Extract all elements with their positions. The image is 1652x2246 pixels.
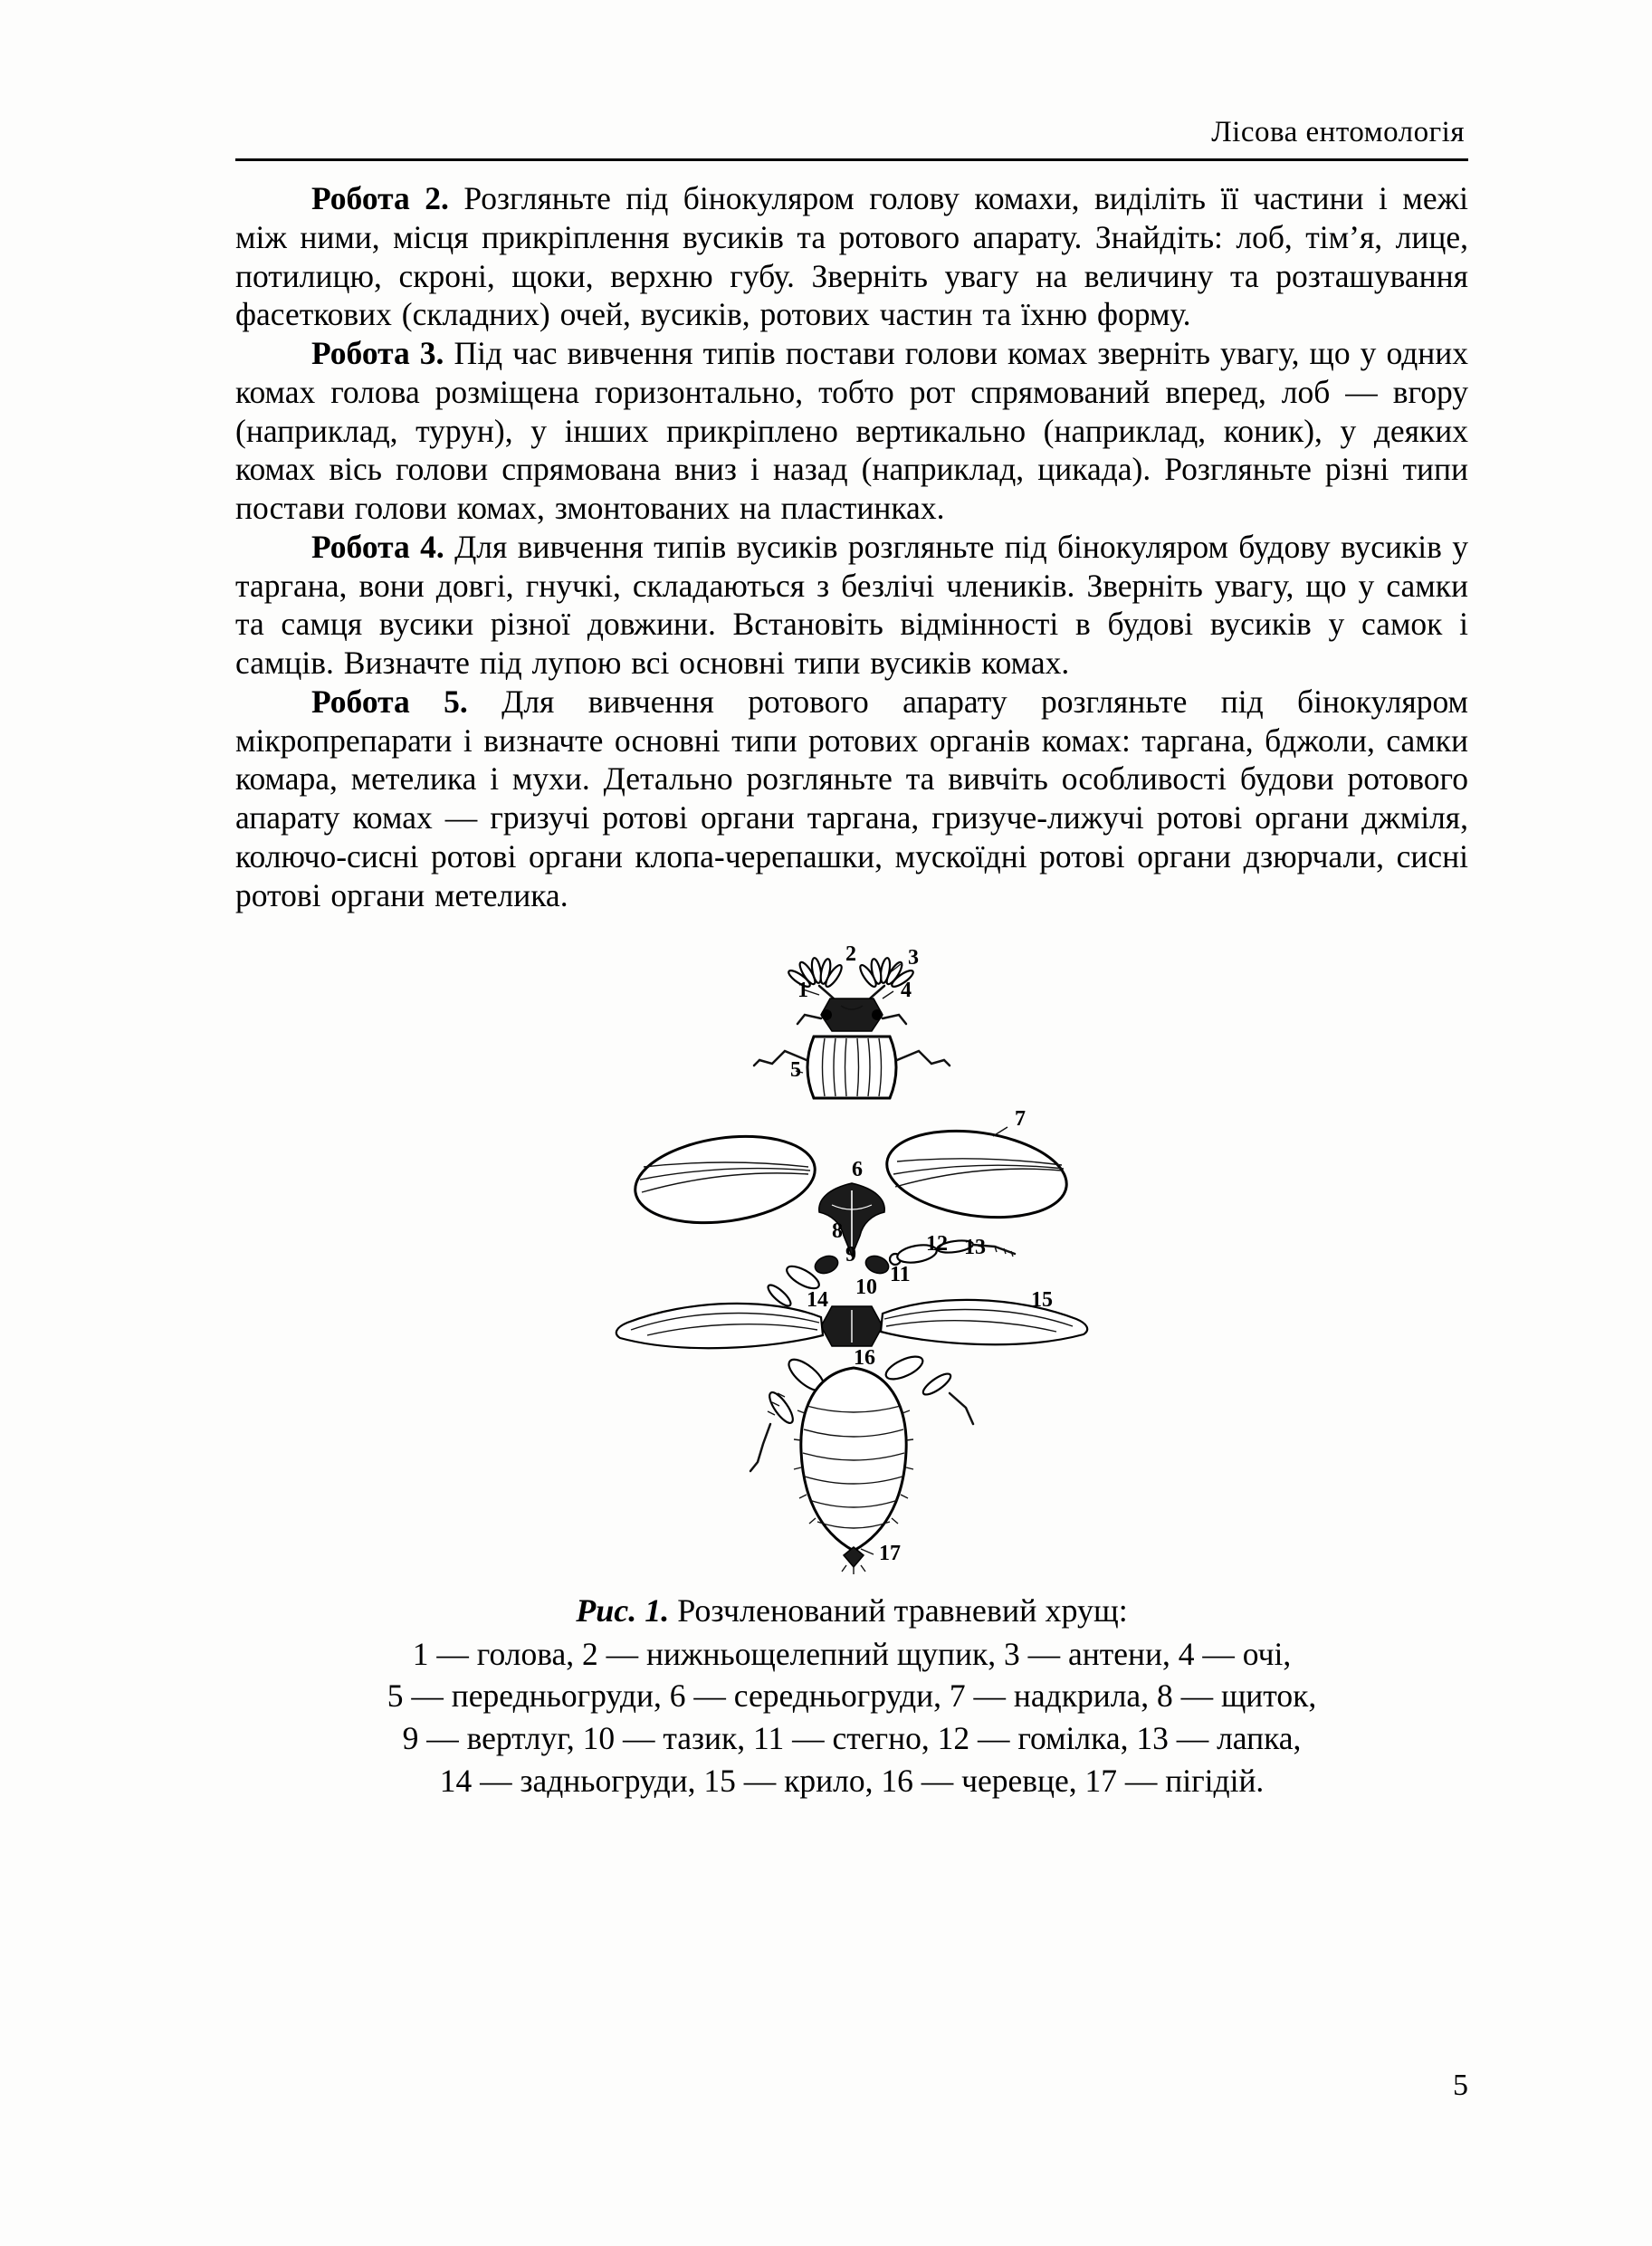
figure-part-number: 9 bbox=[845, 1242, 856, 1266]
figure-1 bbox=[235, 942, 1468, 1802]
figure-part-number: 15 bbox=[1031, 1287, 1053, 1312]
paragraph-text: Для вивчення типів вусиків розгляньте під бінокуляром будову вусиків у таргана, вони довгі, гнучкі, складаються з безлічі члеників. Зверніть увагу, що у самки та самця вусики різної довжини. Встановіть відмінності в будові вусиків у самок і самців. Визначте під лупою всі основні типи вусиків комах. bbox=[235, 528, 1468, 682]
figure-part-number: 6 bbox=[852, 1157, 863, 1181]
figure-part-number: 13 bbox=[964, 1235, 986, 1259]
beetle-pronotum bbox=[754, 1037, 950, 1098]
paragraph-lead: Робота 4. bbox=[311, 528, 444, 565]
paragraph-lead: Робота 3. bbox=[311, 335, 444, 372]
running-header: Лісова ентомологія bbox=[1211, 116, 1465, 148]
paragraph-text: Для вивчення ротового апарату розгляньте під бінокуляром мікропрепарати і визначте основні типи ротових органів комах: таргана, бджоли, самки комара, метелика і мухи. Детально розгляньте та вивчіть особливості будови ротового апарату комах — гризучі ротові органи таргана, гризуче-лижучі ротові органи джміля, колючо-сисні ротові органи клопа-черепашки, мускоїдні ротові органи дзюрчали, сисні ротові органи метелика. bbox=[235, 683, 1468, 913]
paragraph-robota-2 bbox=[235, 179, 1468, 334]
figure-part-number: 8 bbox=[832, 1219, 843, 1243]
page-content bbox=[235, 116, 1468, 1802]
paragraph-robota-4 bbox=[235, 528, 1468, 683]
figure-part-number: 14 bbox=[807, 1287, 828, 1312]
beetle-illustration bbox=[589, 942, 1114, 1576]
legend-line: 5 — передньогруди, 6 — середньогруди, 7 — надкрила, 8 — щиток, bbox=[387, 1677, 1317, 1715]
figure-part-number: 17 bbox=[879, 1541, 901, 1565]
figure-part-number: 2 bbox=[845, 941, 856, 966]
figure-caption-lead: Рис. 1. bbox=[576, 1591, 670, 1629]
figure-part-number: 7 bbox=[1015, 1106, 1026, 1131]
paragraph-lead: Робота 2. bbox=[311, 180, 449, 216]
figure-part-number: 16 bbox=[854, 1345, 875, 1370]
paragraph-lead: Робота 5. bbox=[311, 683, 468, 720]
figure-caption bbox=[235, 1591, 1468, 1630]
beetle-figure bbox=[589, 942, 1114, 1581]
beetle-head bbox=[797, 999, 906, 1031]
figure-part-number: 4 bbox=[901, 978, 912, 1002]
figure-part-number: 11 bbox=[890, 1262, 911, 1286]
page-number: 5 bbox=[1453, 2069, 1468, 2102]
beetle-metathorax bbox=[821, 1306, 883, 1346]
header-rule bbox=[235, 158, 1468, 161]
figure-part-number: 1 bbox=[797, 978, 808, 1002]
text-block bbox=[235, 179, 1468, 915]
paragraph-text: Під час вивчення типів постави голови комах зверніть увагу, що у одних комах голова розміщена горизонтально, тобто рот спрямований вперед, лоб — вгору (наприклад, турун), у інших прикріплено вертикально (наприклад, коник), у деяких комах вісь голови спрямована вниз і назад (наприклад, цикада). Розгляньте різні типи постави голови комах, змонтованих на пластинках. bbox=[235, 335, 1468, 527]
legend-line: 1 — голова, 2 — нижньощелепний щупик, 3 — антени, 4 — очі, bbox=[412, 1635, 1292, 1672]
figure-legend bbox=[235, 1633, 1468, 1802]
figure-caption-title: Розчленований травневий хрущ: bbox=[669, 1591, 1128, 1629]
legend-line: 14 — задньогруди, 15 — крило, 16 — черевце, 17 — пігідій. bbox=[439, 1763, 1265, 1800]
figure-part-number: 5 bbox=[790, 1057, 801, 1082]
beetle-pygidium bbox=[844, 1547, 864, 1567]
figure-part-number: 3 bbox=[908, 945, 919, 970]
paragraph-robota-3 bbox=[235, 334, 1468, 528]
paragraph-robota-5 bbox=[235, 683, 1468, 915]
figure-part-number: 10 bbox=[855, 1275, 877, 1299]
paragraph-text: Розгляньте під бінокуляром голову комахи, виділіть її частини і межі між ними, місця прикріплення вусиків та ротового апарату. Знайдіть: лоб, тім’я, лице, потилицю, скроні, щоки, верхню губу. Зверніть увагу на величину та розташування фасеткових (складних) очей, вусиків, ротових частин та їхню форму. bbox=[235, 180, 1468, 333]
legend-line: 9 — вертлуг, 10 — тазик, 11 — стегно, 12 — гомілка, 13 — лапка, bbox=[402, 1720, 1302, 1757]
figure-part-number: 12 bbox=[926, 1231, 948, 1256]
